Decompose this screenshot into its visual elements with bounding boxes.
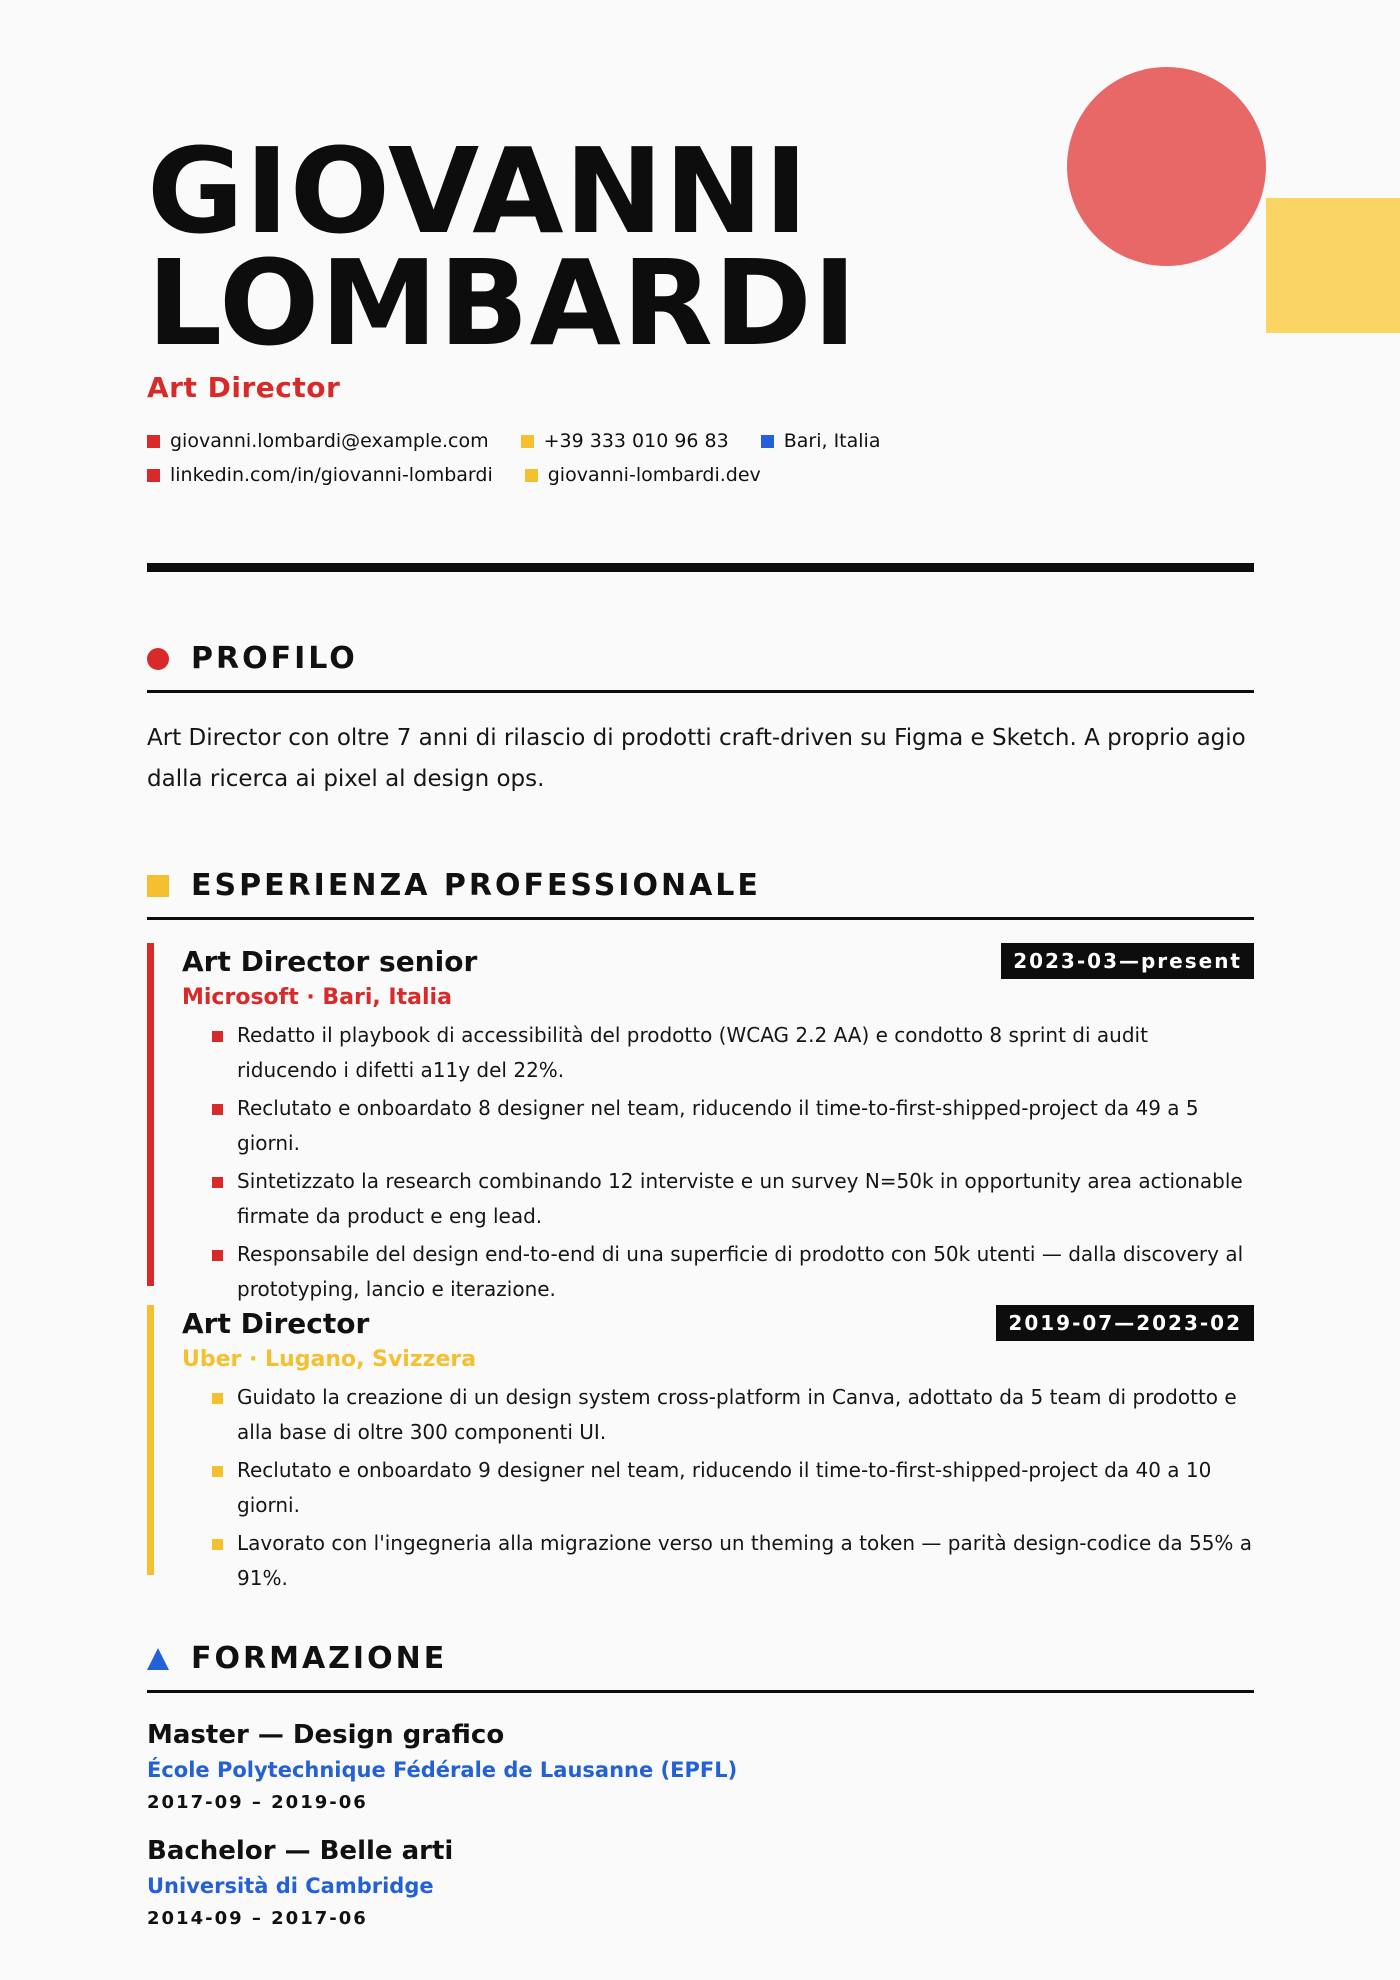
contact-phone[interactable] <box>521 430 729 452</box>
section-title-text: ESPERIENZA PROFESSIONALE <box>191 868 761 903</box>
red-square-icon <box>212 1250 223 1261</box>
section-title-text: FORMAZIONE <box>191 1641 448 1676</box>
yellow-square-icon <box>212 1466 223 1477</box>
list-item <box>212 1380 1254 1450</box>
list-item <box>212 1237 1254 1307</box>
job-title: Art Director senior <box>182 944 478 978</box>
first-name: GIOVANNI <box>147 122 809 260</box>
bullet-text: Sintetizzato la research combinando 12 interviste e un survey N=50k in opportunity area actionable firmate da product e eng lead. <box>237 1169 1243 1228</box>
contact-list <box>147 430 1254 486</box>
list-item <box>212 1526 1254 1596</box>
job-dates-badge: 2023-03—present <box>1001 943 1254 979</box>
degree-title: Master — Design grafico <box>147 1720 505 1750</box>
blue-square-icon <box>761 435 774 448</box>
section-title-education <box>147 1641 1254 1693</box>
job-company: Microsoft · Bari, Italia <box>182 985 452 1010</box>
contact-location <box>761 430 881 452</box>
education-entry <box>147 1836 1254 1929</box>
school-name: Università di Cambridge <box>147 1874 434 1898</box>
job-header <box>182 943 1254 979</box>
last-name: LOMBARDI <box>147 234 858 372</box>
red-square-icon <box>212 1177 223 1188</box>
list-item <box>212 1018 1254 1088</box>
job-bullets <box>212 1018 1254 1307</box>
contact-website[interactable] <box>525 464 761 486</box>
red-circle-icon <box>147 648 169 670</box>
job-bullets <box>212 1380 1254 1596</box>
bullet-text: Responsabile del design end-to-end di una superficie di prodotto con 50k utenti — dalla discovery al prototyping, lancio e iterazione. <box>237 1242 1244 1301</box>
contact-location-text: Bari, Italia <box>783 430 881 452</box>
red-square-icon <box>147 469 160 482</box>
education-entry <box>147 1720 1254 1813</box>
yellow-square-icon <box>521 435 534 448</box>
bullet-text: Guidato la creazione di un design system cross-platform in Canva, adottato da 5 team di prodotto e alla base di oltre 300 componenti UI. <box>237 1385 1237 1444</box>
bullet-text: Reclutato e onboardato 9 designer nel team, riducendo il time-to-first-shipped-project da 40 a 10 giorni. <box>237 1458 1212 1517</box>
bullet-text: Redatto il playbook di accessibilità del prodotto (WCAG 2.2 AA) e condotto 8 sprint di audit riducendo i difetti a11y del 22%. <box>237 1023 1148 1082</box>
contact-linkedin-text: linkedin.com/in/giovanni-lombardi <box>170 464 493 486</box>
full-name <box>147 122 1254 372</box>
job-entry <box>147 1305 1254 1590</box>
contact-phone-text: +39 333 010 96 83 <box>543 430 729 452</box>
contact-email-text: giovanni.lombardi@example.com <box>170 430 489 452</box>
list-item <box>212 1164 1254 1234</box>
list-item <box>212 1091 1254 1161</box>
school-name: École Polytechnique Fédérale de Lausanne (EPFL) <box>147 1758 738 1782</box>
list-item <box>212 1453 1254 1523</box>
section-title-text: PROFILO <box>191 641 358 676</box>
header-divider <box>147 563 1254 572</box>
contact-website-text: giovanni-lombardi.dev <box>547 464 761 486</box>
profile-summary: Art Director con oltre 7 anni di rilascio di prodotti craft-driven su Figma e Sketch. A proprio agio dalla ricerca ai pixel al design ops. <box>147 725 1246 792</box>
decorative-yellow-rectangle <box>1266 198 1400 333</box>
contact-linkedin[interactable] <box>147 464 493 486</box>
degree-title: Bachelor — Belle arti <box>147 1836 454 1866</box>
red-square-icon <box>147 435 160 448</box>
contact-email[interactable] <box>147 430 489 452</box>
yellow-square-icon <box>147 875 169 897</box>
red-square-icon <box>212 1104 223 1115</box>
yellow-square-icon <box>525 469 538 482</box>
job-entry <box>147 943 1254 1301</box>
bullet-text: Lavorato con l'ingegneria alla migrazione verso un theming a token — parità design-codice da 55% a 91%. <box>237 1531 1253 1590</box>
education-dates: 2017-09 – 2019-06 <box>147 1792 368 1813</box>
red-square-icon <box>212 1031 223 1042</box>
job-title: Art Director <box>182 1306 370 1340</box>
job-dates-badge: 2019-07—2023-02 <box>996 1305 1254 1341</box>
blue-triangle-icon <box>147 1648 169 1670</box>
job-company: Uber · Lugano, Svizzera <box>182 1347 477 1372</box>
resume-header <box>147 122 1254 486</box>
section-title-experience <box>147 868 1254 920</box>
section-title-profile <box>147 641 1254 693</box>
yellow-square-icon <box>212 1393 223 1404</box>
job-header <box>182 1305 1254 1341</box>
yellow-square-icon <box>212 1539 223 1550</box>
job-role: Art Director <box>147 371 341 404</box>
education-dates: 2014-09 – 2017-06 <box>147 1908 368 1929</box>
bullet-text: Reclutato e onboardato 8 designer nel team, riducendo il time-to-first-shipped-project da 49 a 5 giorni. <box>237 1096 1199 1155</box>
